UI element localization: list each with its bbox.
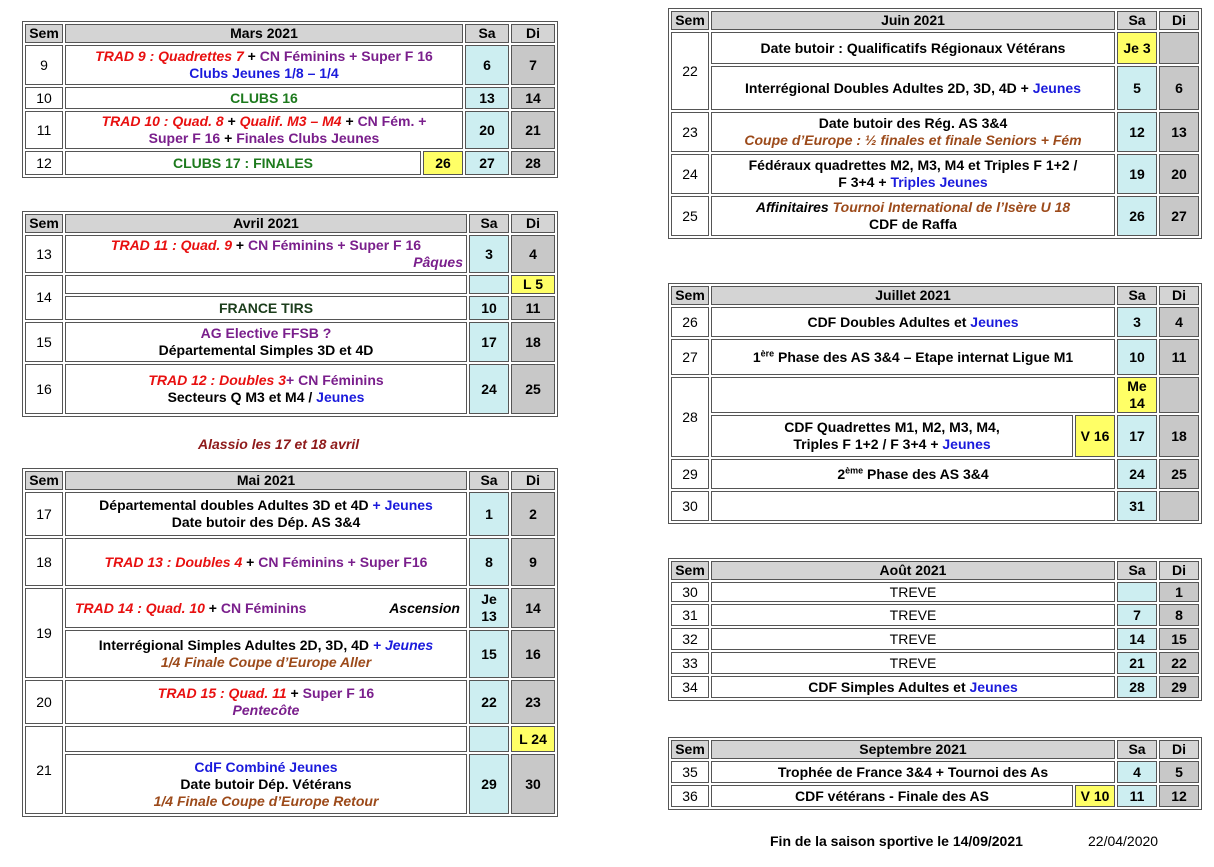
event-text: + (243, 48, 260, 64)
sunday-date: 12 (1159, 785, 1199, 807)
event-text: TRAD 15 : Quad. 11 (157, 685, 287, 701)
sunday-date: 1 (1159, 582, 1199, 602)
month-title: Avril 2021 (65, 214, 467, 233)
month-title: Septembre 2021 (711, 740, 1115, 759)
aout-calendar (668, 558, 1202, 701)
sunday-date: 14 (511, 588, 555, 628)
saturday-date: 19 (1117, 154, 1157, 194)
saturday-date (469, 726, 509, 752)
saturday-date: Je 13 (469, 588, 509, 628)
event-text: Ascension (389, 599, 460, 616)
di-header: Di (511, 214, 555, 233)
event-text: TRAD 12 : Doubles 3 (148, 372, 287, 388)
event-text: Date butoir Dép. Vétérans (180, 775, 352, 792)
saturday-date: 29 (469, 754, 509, 814)
event-text: Départemental doubles Adultes 3D et 4D (99, 497, 373, 513)
event-cell (711, 339, 1115, 375)
event-cell: TREVE (711, 652, 1115, 674)
di-header: Di (1159, 561, 1199, 580)
event-cell (711, 459, 1115, 489)
event-text: F 3+4 + (838, 174, 891, 190)
event-text: CN Féminins + Super F 16 (259, 48, 433, 64)
sunday-date: 22 (1159, 652, 1199, 674)
event-text: CDF Doubles Adultes et (807, 313, 971, 330)
saturday-date (469, 275, 509, 294)
sunday-date: 4 (1159, 307, 1199, 337)
saturday-date: 13 (465, 87, 509, 109)
event-text: CN Fém. + (357, 113, 427, 129)
sunday-date: 23 (511, 680, 555, 724)
highlight-date: Me 14 (1117, 377, 1157, 413)
week-number: 14 (25, 275, 63, 320)
sa-header: Sa (465, 24, 509, 43)
saturday-date (1117, 582, 1157, 602)
sunday-date: 16 (511, 630, 555, 678)
di-header: Di (1159, 740, 1199, 759)
week-number: 24 (671, 154, 709, 194)
event-text: Date butoir des Dép. AS 3&4 (171, 514, 361, 530)
event-text: + Jeunes (372, 497, 433, 513)
sem-header: Sem (671, 561, 709, 580)
di-header: Di (511, 471, 555, 490)
week-number: 30 (671, 491, 709, 521)
event-text: Finales Clubs Jeunes (236, 130, 380, 146)
event-text: + (242, 553, 259, 570)
week-number: 12 (25, 151, 63, 175)
saturday-date: 10 (1117, 339, 1157, 375)
sa-header: Sa (1117, 11, 1157, 30)
month-title: Août 2021 (711, 561, 1115, 580)
week-number: 36 (671, 785, 709, 807)
sem-header: Sem (671, 286, 709, 305)
sa-header: Sa (469, 214, 509, 233)
event-cell (65, 45, 463, 85)
sunday-date: 21 (511, 111, 555, 149)
septembre-table (668, 737, 1202, 810)
week-number: 21 (25, 726, 63, 814)
saturday-date: 3 (1117, 307, 1157, 337)
saturday-date: 4 (1117, 761, 1157, 783)
event-text: ère (760, 347, 775, 358)
avril-calendar (22, 211, 558, 417)
event-text: CN Féminins + Super F16 (258, 553, 428, 570)
saturday-date: 14 (1117, 628, 1157, 650)
event-cell: Date butoir : Qualificatifs Régionaux Vétérans (711, 32, 1115, 64)
week-number: 18 (25, 538, 63, 586)
sunday-date: 18 (1159, 415, 1199, 457)
event-text: Interrégional Doubles Adultes 2D, 3D, 4D + (745, 79, 1033, 96)
event-cell (711, 307, 1115, 337)
event-cell (65, 630, 467, 678)
event-text: Triples Jeunes (890, 174, 988, 190)
event-text: 1/4 Finale Coupe d’Europe Retour (153, 792, 379, 809)
event-text: Jeunes (969, 678, 1018, 695)
week-number: 23 (671, 112, 709, 152)
sunday-date: 9 (511, 538, 555, 586)
event-text: Pâques (413, 254, 463, 270)
event-text: TRAD 10 : Quad. 8 (101, 113, 224, 129)
event-text: CN Féminins + Super F 16 (247, 237, 422, 253)
event-cell (65, 235, 467, 273)
week-number: 16 (25, 364, 63, 414)
sunday-date: 2 (511, 492, 555, 536)
event-text: TRAD 9 : Quadrettes 7 (95, 48, 244, 64)
empty-event-cell (65, 275, 467, 294)
event-text: Super F 16 (302, 685, 375, 701)
event-cell (711, 154, 1115, 194)
sunday-date (1159, 32, 1199, 64)
week-number: 29 (671, 459, 709, 489)
event-cell: Trophée de France 3&4 + Tournoi des As (711, 761, 1115, 783)
saturday-date: 21 (1117, 652, 1157, 674)
saturday-date: 11 (1117, 785, 1157, 807)
sunday-date: 6 (1159, 66, 1199, 110)
event-text: Phase des AS 3&4 – Etape internat Ligue M1 (774, 348, 1074, 365)
sunday-date: 28 (511, 151, 555, 175)
saturday-date: 1 (469, 492, 509, 536)
sa-header: Sa (1117, 740, 1157, 759)
sunday-date: 13 (1159, 112, 1199, 152)
week-number: 10 (25, 87, 63, 109)
event-cell (65, 588, 467, 628)
juin-table (668, 8, 1202, 239)
event-cell (65, 538, 467, 586)
avril-table (22, 211, 558, 417)
event-cell: TREVE (711, 628, 1115, 650)
highlight-date: L 24 (511, 726, 555, 752)
month-title: Juin 2021 (711, 11, 1115, 30)
week-number: 31 (671, 604, 709, 626)
week-number: 32 (671, 628, 709, 650)
empty-event-cell (65, 726, 467, 752)
week-number: 27 (671, 339, 709, 375)
week-number: 13 (25, 235, 63, 273)
event-cell: CDF vétérans - Finale des AS (711, 785, 1073, 807)
sa-header: Sa (469, 471, 509, 490)
empty-event-cell (711, 491, 1115, 521)
saturday-date: 22 (469, 680, 509, 724)
event-text: TRAD 13 : Doubles 4 (104, 553, 243, 570)
sunday-date: 7 (511, 45, 555, 85)
week-number: 22 (671, 32, 709, 110)
saturday-date: 24 (1117, 459, 1157, 489)
event-cell (65, 754, 467, 814)
event-text: + (341, 113, 358, 129)
event-text: 1 (752, 348, 761, 365)
week-number: 33 (671, 652, 709, 674)
sunday-date: 14 (511, 87, 555, 109)
saturday-date: 31 (1117, 491, 1157, 521)
juillet-calendar (668, 283, 1202, 524)
sunday-date: 30 (511, 754, 555, 814)
event-cell (65, 680, 467, 724)
event-text: + (232, 237, 248, 253)
event-text: Phase des AS 3&4 (863, 465, 989, 482)
event-text: Qualif. M3 – M4 (239, 113, 342, 129)
event-text: Date butoir des Rég. AS 3&4 (818, 115, 1008, 131)
sem-header: Sem (25, 24, 63, 43)
highlight-date: V 10 (1075, 785, 1115, 807)
highlight-date: Je 3 (1117, 32, 1157, 64)
saturday-date: 27 (465, 151, 509, 175)
sunday-date: 18 (511, 322, 555, 362)
di-header: Di (1159, 11, 1199, 30)
week-number: 25 (671, 196, 709, 236)
sunday-date: 11 (511, 296, 555, 320)
sunday-date: 11 (1159, 339, 1199, 375)
sunday-date: 4 (511, 235, 555, 273)
event-text: AG Elective FFSB ? (200, 325, 332, 341)
event-cell (711, 66, 1115, 110)
empty-event-cell (711, 377, 1115, 413)
event-cell: CLUBS 16 (65, 87, 463, 109)
saturday-date: 26 (1117, 196, 1157, 236)
juillet-table (668, 283, 1202, 524)
saturday-date: 5 (1117, 66, 1157, 110)
week-number: 17 (25, 492, 63, 536)
saturday-date: 24 (469, 364, 509, 414)
event-cell (65, 111, 463, 149)
event-cell: TREVE (711, 604, 1115, 626)
event-text: Secteurs Q M3 et M4 / (167, 389, 317, 405)
event-text: Tournoi International de l’Isère U 18 (832, 199, 1071, 215)
sunday-date: 25 (511, 364, 555, 414)
event-text: CN Féminins (298, 372, 384, 388)
event-cell (65, 322, 467, 362)
event-text: Affinitaires (755, 199, 833, 215)
event-text: + (204, 599, 221, 616)
alassio-note: Alassio les 17 et 18 avril (198, 436, 360, 452)
event-text: Pentecôte (232, 702, 300, 718)
week-number: 30 (671, 582, 709, 602)
highlight-date: L 5 (511, 275, 555, 294)
event-text: + (223, 113, 240, 129)
week-number: 35 (671, 761, 709, 783)
event-text: + (286, 685, 303, 701)
event-text: Départemental Simples 3D et 4D (158, 342, 374, 358)
di-header: Di (511, 24, 555, 43)
sunday-date (1159, 491, 1199, 521)
event-cell: FRANCE TIRS (65, 296, 467, 320)
mars-calendar (22, 21, 558, 178)
event-cell: TREVE (711, 582, 1115, 602)
event-text: Jeunes (970, 313, 1019, 330)
week-number: 34 (671, 676, 709, 698)
week-number: 9 (25, 45, 63, 85)
event-text: 2 (837, 465, 846, 482)
saturday-date: 15 (469, 630, 509, 678)
saturday-date: 6 (465, 45, 509, 85)
event-cell (65, 492, 467, 536)
saturday-date: 28 (1117, 676, 1157, 698)
event-text: CdF Combiné Jeunes (194, 758, 338, 775)
saturday-date: 3 (469, 235, 509, 273)
event-text: Triples F 1+2 / F 3+4 + (793, 436, 943, 452)
saturday-date: 10 (469, 296, 509, 320)
event-cell: CLUBS 17 : FINALES (65, 151, 421, 175)
month-title: Mars 2021 (65, 24, 463, 43)
sunday-date: 25 (1159, 459, 1199, 489)
saturday-date: 20 (465, 111, 509, 149)
month-title: Juillet 2021 (711, 286, 1115, 305)
event-cell (711, 676, 1115, 698)
event-text: Clubs Jeunes 1/8 – 1/4 (189, 65, 339, 81)
highlight-date: V 16 (1075, 415, 1115, 457)
month-title: Mai 2021 (65, 471, 467, 490)
event-text: CDF Quadrettes M1, M2, M3, M4, (784, 419, 1000, 435)
event-cell (711, 415, 1073, 457)
mai-calendar (22, 468, 558, 817)
document-date: 22/04/2020 (1088, 833, 1159, 849)
event-cell (711, 112, 1115, 152)
week-number: 28 (671, 377, 709, 457)
event-cell (711, 196, 1115, 236)
event-text: + Jeunes (372, 637, 434, 653)
event-text: Super F 16 (148, 130, 221, 146)
event-text: ème (845, 464, 864, 475)
highlight-date: 26 (423, 151, 463, 175)
sunday-date: 8 (1159, 604, 1199, 626)
week-number: 11 (25, 111, 63, 149)
event-text: TRAD 14 : Quad. 10 (75, 599, 205, 616)
week-number: 15 (25, 322, 63, 362)
sunday-date: 29 (1159, 676, 1199, 698)
septembre-calendar (668, 737, 1202, 810)
event-text: CDF de Raffa (869, 216, 957, 232)
mai-table (22, 468, 558, 817)
season-end-note: Fin de la saison sportive le 14/09/2021 (770, 833, 1023, 849)
event-text: TRAD 11 : Quad. 9 (110, 237, 232, 253)
event-text: Jeunes (942, 436, 991, 452)
saturday-date: 12 (1117, 112, 1157, 152)
saturday-date: 8 (469, 538, 509, 586)
juin-calendar (668, 8, 1202, 239)
week-number: 26 (671, 307, 709, 337)
sunday-date (1159, 377, 1199, 413)
sunday-date: 5 (1159, 761, 1199, 783)
week-number: 20 (25, 680, 63, 724)
event-text: Jeunes (1032, 79, 1081, 96)
event-text: + (286, 372, 299, 388)
event-text: Coupe d’Europe : ½ finales et finale Seniors + Fém (744, 132, 1082, 148)
aout-table (668, 558, 1202, 701)
event-text: CN Féminins (220, 599, 307, 616)
saturday-date: 17 (1117, 415, 1157, 457)
di-header: Di (1159, 286, 1199, 305)
event-text: Interrégional Simples Adultes 2D, 3D, 4D (98, 637, 373, 653)
sa-header: Sa (1117, 286, 1157, 305)
saturday-date: 7 (1117, 604, 1157, 626)
saturday-date: 17 (469, 322, 509, 362)
sem-header: Sem (671, 740, 709, 759)
sa-header: Sa (1117, 561, 1157, 580)
sunday-date: 27 (1159, 196, 1199, 236)
event-cell (65, 364, 467, 414)
event-text: 1/4 Finale Coupe d’Europe Aller (160, 654, 372, 670)
sem-header: Sem (25, 471, 63, 490)
event-text: CDF Simples Adultes et (808, 678, 970, 695)
sem-header: Sem (671, 11, 709, 30)
event-text: Jeunes (316, 389, 365, 405)
mars-table (22, 21, 558, 178)
week-number: 19 (25, 588, 63, 678)
event-text: Fédéraux quadrettes M2, M3, M4 et Triples F 1+2 / (748, 157, 1078, 173)
sunday-date: 20 (1159, 154, 1199, 194)
sunday-date: 15 (1159, 628, 1199, 650)
sem-header: Sem (25, 214, 63, 233)
event-text: + (220, 130, 237, 146)
